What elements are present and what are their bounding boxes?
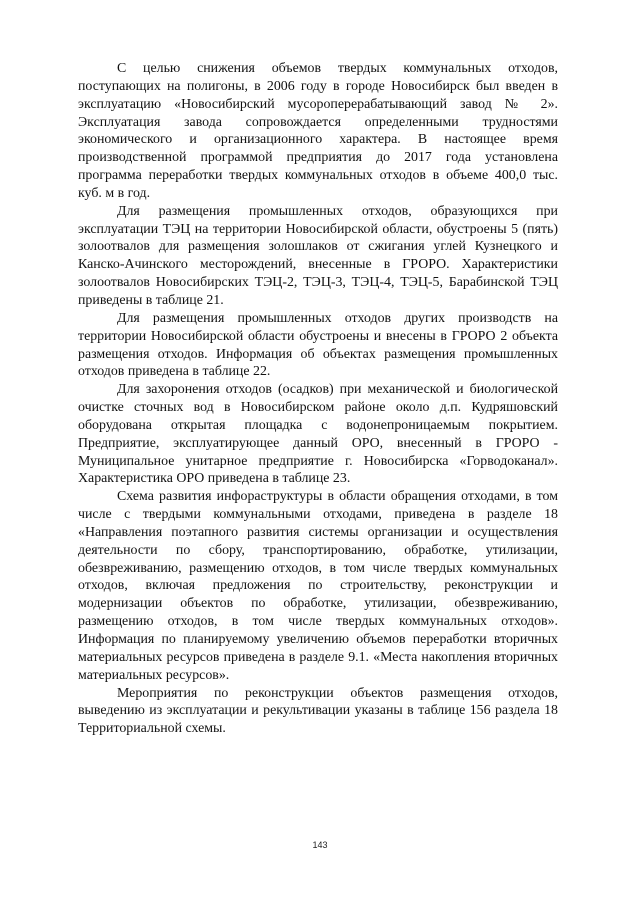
paragraph-infrastructure-scheme: Схема развития инфораструктуры в области обращения отходами, в том числе с твердыми коммунальными отходами, приведена в разделе 18 «Направления поэтапного развития системы организации и осуществления деятельности по сбору, транспортированию, обработке, утилизации, обезвреживанию, размещению отходов, в том числе твердых коммунальных отходов, включая предложения по строительству, реконструкции и модернизации объектов по обработке, утилизации, обезвреживанию, размещению отходов, в том числе твердых коммунальных отходов». Информация по планируемому увеличению объемов переработки вторичных материальных ресурсов приведена в разделе 9.1. «Места накопления вторичных материальных ресурсов». — [78, 489, 558, 683]
paragraph-reconstruction-measures: Мероприятия по реконструкции объектов размещения отходов, выведению из эксплуатации и рекультивации указаны в таблице 156 раздела 18 Территориальной схемы. — [78, 685, 558, 737]
paragraph-ash-dumps: Для размещения промышленных отходов, образующихся при эксплуатации ТЭЦ на территории Новосибирской области, обустроены 5 (пять) золоотвалов для размещения золошлаков от сжигания углей Кузнецкого и Канско-Ачинского месторождений, внесенные в ГРОРО. Характеристики золоотвалов Новосибирских ТЭЦ-2, ТЭЦ-3, ТЭЦ-4, ТЭЦ-5, Барабинской ТЭЦ приведены в таблице 21. — [78, 203, 558, 308]
paragraph-msz-2: С целью снижения объемов твердых коммунальных отходов, поступающих на полигоны, в 2006 году в городе Новосибирск был введен в эксплуатацию «Новосибирский мусороперерабатывающий завод № 2». Эксплуатация завода сопровождается определенными трудностями экономического и организационного характера. В настоящее время производственной программой предприятия до 2017 года установлена программа переработки твердых коммунальных отходов в объеме 400,0 тыс. куб. м в год. — [78, 61, 558, 201]
page-number: 143 — [312, 840, 328, 850]
paragraph-industrial-waste: Для размещения промышленных отходов других производств на территории Новосибирской области обустроены и внесены в ГРОРО 2 объекта размещения отходов. Информация об объектах размещения промышленных отходов приведена в таблице 22. — [78, 310, 558, 380]
paragraph-sewage-sludge: Для захоронения отходов (осадков) при механической и биологической очистке сточных вод в Новосибирском районе около д.п. Кудряшовский оборудована открытая площадка с водонепроницаемым покрытием. Предприятие, эксплуатирующее данный ОРО, внесенный в ГРОРО - Муниципальное унитарное предприятие г. Новосибирска «Горводоканал». Характеристика ОРО приведена в таблице 23. — [78, 382, 558, 487]
body-text — [78, 60, 558, 738]
